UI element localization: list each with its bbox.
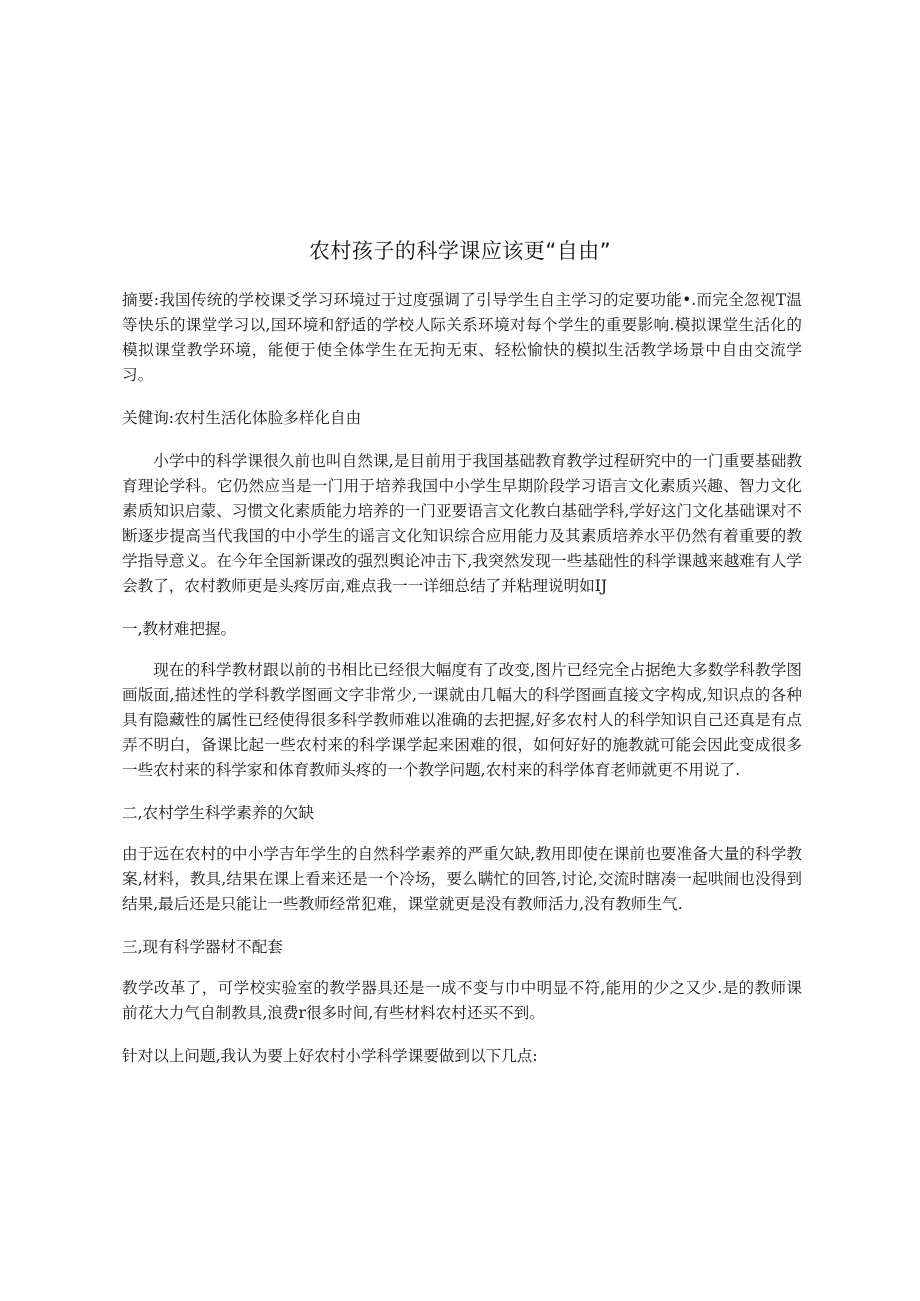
conclusion-line: 针对以上问题,我认为要上好农村小学科学课要做到以下几点: xyxy=(122,1047,538,1065)
section-paragraph-3: 教学改革了，可学校实验室的教学器具还是一成不变与巾中明显不符,能用的少之又少.是的教师课前花大力气自制教具,浪费r很多时间,有些材料农村还买不到。 xyxy=(122,979,802,1022)
document-body xyxy=(122,288,802,1087)
section-heading-2: 二,农村学生科学素养的欠缺 xyxy=(122,804,315,822)
intro-paragraph: 小学中的科学课很久前也叫自然课,是目前用于我国基础教育教学过程研究中的一门重要基础教育理论学科。它仍然应当是一门用于培养我国中小学生早期阶段学习语言文化素质兴趣、智力文化素质知识启蒙、习惯文化素质能力培养的一门亚要语言文化教白基础学科,学好这门文化基础课对不断逐步提高当代我国的中小学生的谣言文化知识综合应用能力及其素质培养水平仍然有着重要的教学指导意义。在今年全国新课改的强烈舆论冲击下,我突然发现一些基础性的科学课越来越难有人学会教了，农村教师更是头疼厉亩,难点我一一详细总结了并粘理说明如IJ xyxy=(122,452,802,595)
section-paragraph-1: 现在的科学教材跟以前的书相比已经很大幅度有了改变,图片已经完全占据绝大多数学科教学图画版面,描述性的学科教学图画文字非常少,一课就由几幅大的科学图画直接文字构成,知识点的各种具有隐藏性的属性已经使得很多科学教师难以准确的去把握,好多农村人的科学知识自己还真是有点弄不明白，备课比起一些农村来的科学课学起来困难的很，如何好好的施教就可能会因此变成很多一些农村来的科学家和体育教师头疼的一个教学问题,农村来的科学体育老师就更不用说了. xyxy=(122,661,802,779)
document-title: 农村孩子的科学课应该更“自由” xyxy=(308,239,612,263)
keywords-line: 关健询:农村生活化体脸多样化自由 xyxy=(122,409,362,427)
section-paragraph-2: 由于远在农村的中小学吉年学生的自然科学素养的严重欠缺,教用即使在课前也要准备大量的科学教案,材料，教具,结果在课上看来还是一个冷场，要么瞒忙的回答,讨论,交流时瞎凑一起哄闹也没得到结果,最后还是只能让一些教师经常犯难，课堂就更是没有教师活力,没有教师生气. xyxy=(122,845,802,913)
section-heading-3: 三,现有科学器材不配套 xyxy=(122,938,283,956)
section-heading-1: 一,教材难把握。 xyxy=(122,620,237,638)
abstract-paragraph: 摘要:我国传统的学校课爻学习环境过于过度强调了引导学生自主学习的定要功能•.而完全忽视T温等快乐的课堂学习以,国环境和舒适的学校人际关系环境对每个学生的重要影响.模拟课堂生活化的模拟课堂教学环境，能便于使全体学生在无拘无束、轻松愉快的模拟生活教学场景中自由交流学习。 xyxy=(122,291,802,384)
